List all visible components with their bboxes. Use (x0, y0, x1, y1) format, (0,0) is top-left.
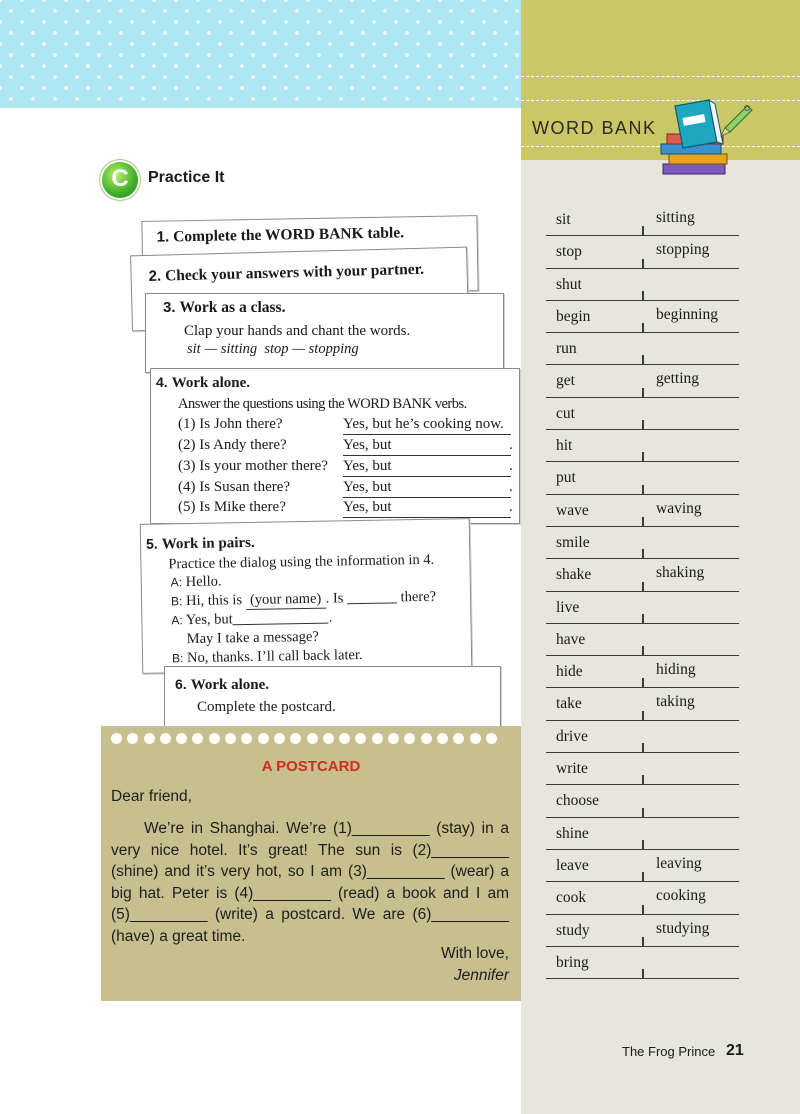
postcard-title: A POSTCARD (261, 758, 361, 775)
base-verb: put (556, 469, 576, 487)
step-title: Work alone. (190, 677, 270, 693)
word-bank-row (546, 721, 739, 753)
word-bank-row (546, 301, 739, 333)
base-verb: cut (556, 404, 575, 422)
word-bank-row (546, 269, 739, 301)
postcard-closing: With love, (440, 945, 509, 962)
word-bank-panel (521, 0, 800, 1114)
base-verb: wave (556, 501, 589, 519)
base-verb: drive (556, 727, 588, 745)
word-bank-row (546, 333, 739, 365)
answer-period: . (509, 437, 513, 453)
word-bank-row (546, 688, 739, 720)
dialog-line: . (328, 609, 333, 626)
dialog-line: Hi, this is (185, 592, 243, 610)
step-number: 6. (175, 676, 187, 692)
base-verb: shake (556, 566, 592, 584)
word-bank-row (546, 818, 739, 850)
step-number: 5. (145, 535, 158, 552)
question: (3) Is your mother there? (178, 458, 328, 474)
speaker-label: B: (170, 594, 183, 609)
base-verb: sit (556, 211, 571, 228)
step-text: Practice the dialog using the information in 4. (168, 551, 435, 573)
step-title: Work in pairs. (161, 534, 255, 553)
ing-form: taking (656, 693, 695, 711)
dialog-line: there? (400, 588, 437, 606)
base-verb: shine (556, 824, 589, 842)
question: (5) Is Mike there? (178, 499, 286, 515)
base-verb: stop (556, 243, 582, 261)
section-c-badge: C (102, 162, 138, 198)
ing-form: waving (656, 499, 702, 517)
base-verb: smile (556, 533, 590, 551)
word-bank-row (546, 365, 739, 397)
base-verb: have (556, 630, 586, 648)
answer-line: Yes, but (343, 458, 511, 477)
word-bank-row (546, 785, 739, 817)
answer-line: Yes, but (343, 479, 511, 498)
word-bank-row (546, 559, 739, 591)
word-bank-row (546, 882, 739, 914)
ing-form: studying (656, 919, 710, 937)
base-verb: write (556, 760, 588, 778)
base-verb: hit (556, 437, 573, 455)
base-verb: get (556, 372, 575, 390)
answer-period: . (509, 479, 513, 495)
ing-form: cooking (656, 887, 706, 905)
base-verb: bring (556, 953, 589, 971)
word-bank-row (546, 495, 739, 527)
base-verb: hide (556, 663, 583, 681)
question: (4) Is Susan there? (178, 479, 291, 495)
dialog-line: No, thanks. I’ll call back later. (186, 647, 363, 667)
dialog-line: Hello. (185, 573, 222, 591)
postcard-signature: Jennifer (453, 967, 509, 984)
top-banner (0, 0, 521, 108)
step-text: Complete the postcard. (197, 699, 336, 715)
step-card-4 (150, 368, 520, 524)
ing-form: beginning (656, 305, 718, 323)
ing-form: leaving (656, 854, 702, 872)
base-verb: leave (556, 856, 589, 874)
speaker-label: B: (171, 651, 184, 666)
word-bank-row (546, 236, 739, 268)
word-bank-row (546, 915, 739, 947)
dialog-line: Yes, but (185, 611, 233, 629)
step-number: 2. (148, 267, 162, 285)
book-title: The Frog Prince (622, 1044, 716, 1059)
answer-line: Yes, but he’s cooking now. (343, 416, 511, 435)
word-bank-row (546, 850, 739, 882)
dialog-line: May I take a message? (186, 628, 319, 648)
books-icon (655, 98, 761, 180)
base-verb: run (556, 340, 577, 358)
dialog-line: . Is (325, 590, 344, 607)
step-title: Check your answers with your partner. (164, 260, 425, 285)
postcard-body: We’re in Shanghai. We’re (1)_________ (stay) in a very nice hotel. It’s great! The sun is (2)_________ (shine) and it’s very hot, so I am (3)_________ (wear) a big hat. Peter is (4)_________ (read) a book and I am (5)_________ (write) a postcard. We are (6)_________ (have) a great time. (111, 820, 509, 945)
word-bank-row (546, 398, 739, 430)
word-bank-row (546, 753, 739, 785)
ing-form: sitting (656, 209, 695, 226)
base-verb: study (556, 921, 590, 939)
answer-period: . (509, 499, 513, 515)
ing-form: hiding (656, 661, 696, 679)
step-title: Complete the WORD BANK table. (173, 224, 405, 246)
word-bank-row (546, 462, 739, 494)
chant-text: sit — sitting stop — stopping (187, 341, 359, 357)
divider (521, 76, 800, 77)
answer-line: Yes, but (343, 499, 511, 518)
step-number: 3. (163, 299, 176, 316)
word-bank-title: WORD BANK (532, 118, 657, 138)
ing-form: getting (656, 370, 700, 388)
answer-blank (233, 610, 329, 626)
word-bank-row (546, 656, 739, 688)
question: (2) Is Andy there? (178, 437, 287, 453)
word-bank-row (546, 624, 739, 656)
step-number: 1. (156, 228, 170, 246)
answer-line: Yes, but (343, 437, 511, 456)
ing-form: shaking (656, 564, 705, 582)
answer-period: . (509, 458, 513, 474)
base-verb: begin (556, 307, 591, 325)
postcard-greeting: Dear friend, (111, 788, 192, 805)
word-bank-row (546, 527, 739, 559)
base-verb: take (556, 695, 582, 713)
word-bank-row (546, 592, 739, 624)
speaker-label: A: (170, 575, 183, 590)
base-verb: live (556, 598, 580, 616)
word-bank-table (546, 204, 739, 979)
ing-form: stopping (656, 241, 710, 259)
question: (1) Is John there? (178, 416, 283, 432)
answer-blank (347, 589, 397, 604)
step-text: Clap your hands and chant the words. (184, 323, 411, 339)
step-card-6 (164, 666, 501, 734)
step-card-5 (140, 518, 473, 674)
word-bank-row (546, 204, 739, 236)
word-bank-row (546, 430, 739, 462)
step-title: Work alone. (171, 375, 251, 391)
section-title: Practice It (148, 169, 225, 186)
step-number: 4. (156, 374, 168, 390)
name-blank: (your name) (246, 591, 326, 610)
step-card-3 (145, 293, 504, 373)
word-bank-row (546, 947, 739, 979)
step-text: Answer the questions using the WORD BANK verbs. (178, 396, 467, 412)
speaker-label: A: (171, 613, 183, 628)
perforation-dots (111, 733, 511, 747)
base-verb: choose (556, 792, 600, 810)
step-title: Work as a class. (179, 299, 286, 316)
base-verb: shut (556, 275, 582, 293)
page-number: 21 (726, 1042, 744, 1059)
postcard (101, 726, 521, 1001)
base-verb: cook (556, 889, 587, 907)
